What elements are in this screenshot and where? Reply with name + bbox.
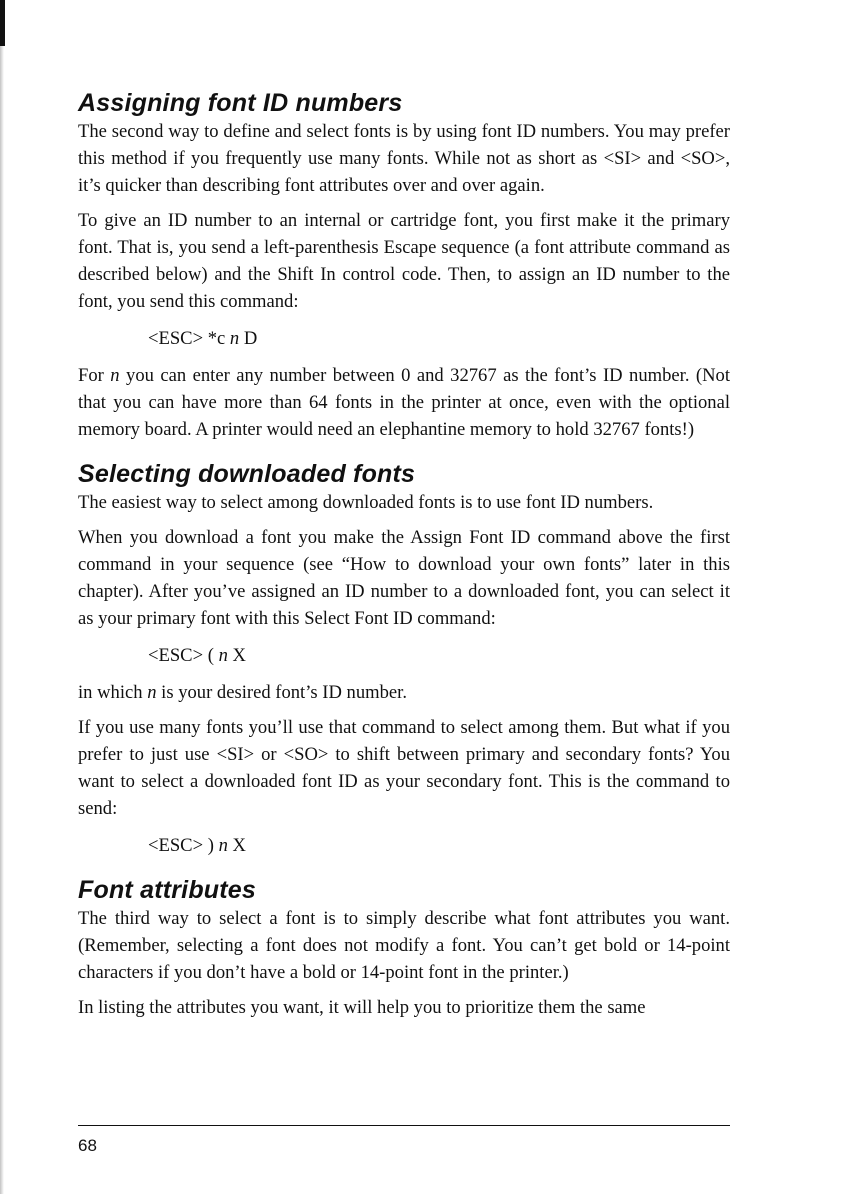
body-paragraph: To give an ID number to an internal or cartridge font, you first make it the primary font. That is, you send a left-parenthesis Escape sequence (a font attribute command as described below) and the Shift In control code. Then, to assign an ID number to the font, you send this command: xyxy=(78,210,730,312)
body-paragraph xyxy=(78,362,730,443)
body-paragraph: The easiest way to select among downloaded fonts is to use font ID numbers. xyxy=(78,492,654,513)
escape-command xyxy=(78,325,730,352)
section-heading: Assigning font ID numbers xyxy=(78,89,403,117)
section-heading: Font attributes xyxy=(78,876,256,904)
section-font-attributes xyxy=(78,875,730,1021)
escape-command xyxy=(78,642,730,669)
page-scan-edge-mark xyxy=(0,0,5,46)
page-number: 68 xyxy=(78,1136,97,1155)
page-content xyxy=(78,88,730,1021)
command-prefix: <ESC> ( xyxy=(148,645,219,666)
command-suffix: X xyxy=(227,645,246,666)
body-paragraph: The second way to define and select fonts is by using font ID numbers. You may prefer this method if you frequently use many fonts. While not as short as <SI> and <SO>, it’s quicker than describing font attributes over and over again. xyxy=(78,121,730,196)
section-selecting-downloaded-fonts xyxy=(78,459,730,859)
footer-rule xyxy=(78,1125,730,1126)
parameter-n: n xyxy=(147,682,157,703)
command-suffix: D xyxy=(239,328,258,349)
body-paragraph: If you use many fonts you’ll use that command to select among them. But what if you prefer to just use <SI> or <SO> to shift between primary and secondary fonts? You want to select a downloaded font ID as your secondary font. This is the command to send: xyxy=(78,717,730,819)
text-run: For xyxy=(78,365,111,386)
command-prefix: <ESC> ) xyxy=(148,835,219,856)
body-paragraph: When you download a font you make the Assign Font ID command above the first command in your sequence (see “How to download your own fonts” later in this chapter). After you’ve assigned an ID number to a downloaded font, you can select it as your primary font with this Select Font ID command: xyxy=(78,527,730,629)
page-scan-edge xyxy=(0,0,4,1194)
command-parameter: n xyxy=(218,645,228,666)
text-run: is your desired font’s ID number. xyxy=(156,682,407,703)
section-heading: Selecting downloaded fonts xyxy=(78,460,416,488)
command-suffix: X xyxy=(227,835,246,856)
command-parameter: n xyxy=(218,835,228,856)
section-assigning-font-id xyxy=(78,88,730,443)
text-run: you can enter any number between 0 and 32767 as the font’s ID number. (Not that you can have more than 64 fonts in the printer at once, even with the optional memory board. A printer would need an elephantine memory to hold 32767 fonts!) xyxy=(78,365,730,440)
command-prefix: <ESC> *c xyxy=(148,328,230,349)
body-paragraph xyxy=(78,679,730,706)
escape-command xyxy=(78,832,730,859)
command-parameter: n xyxy=(229,328,240,349)
parameter-n: n xyxy=(110,365,120,386)
body-paragraph: The third way to select a font is to simply describe what font attributes you want. (Remember, selecting a font does not modify a font. You can’t get bold or 14-point characters if you don’t have a bold or 14-point font in the printer.) xyxy=(78,908,730,983)
text-run: in which xyxy=(78,682,148,703)
body-paragraph: In listing the attributes you want, it will help you to prioritize them the same xyxy=(78,997,646,1018)
